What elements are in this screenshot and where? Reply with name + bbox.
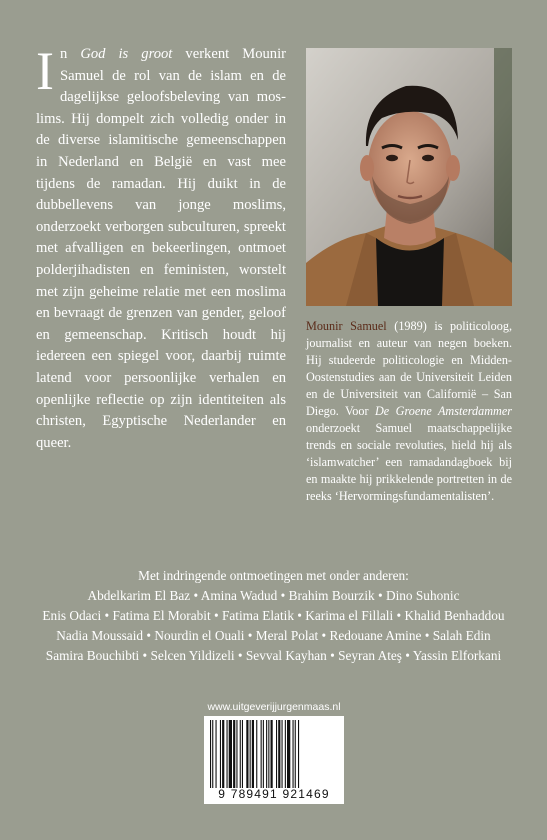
blurb-text: verkent Mounir Samuel de rol van de islam en de dagelijkse geloofsbeleving van moslims. Hij dompelt zich volledig onder in de diverse islamitische gemeenschappen in Nederland en België en vast mee tijdens de ramadan. Hij duikt in de dubbellevens van jonge moslims, onderzoekt verborgen subculturen, spreekt met afvalligen en bekeerlingen, ontmoet polderjihadisten en feministen, worstelt met zijn geheime relatie met een moslima en bevraagt de grenzen van gender, geloof en gemeenschap. Kritisch houdt hij iedereen een spiegel voor, daarbij ruimte latend voor persoonlijke verhalen en openlijke reflectie op zijn identiteiten als christen, Egyptische Nederlander en queer. [36, 46, 287, 451]
barcode-bar [261, 720, 262, 788]
bio-text-1: (1989) is politicoloog, journalist en auteur van negen boeken. Hij studeerde politicologie en Midden-Oostenstudies aan de Universiteit Leiden en de Universiteit van Californië – San Diego. Voor [306, 319, 512, 418]
barcode-bar [276, 720, 277, 788]
barcode-bar [242, 720, 243, 788]
barcode-bar [227, 720, 228, 788]
book-title: God is groot [80, 46, 173, 62]
barcode-bar [236, 720, 237, 788]
author-bio [306, 318, 512, 505]
barcode-bar [293, 720, 294, 788]
barcode-bar [287, 720, 290, 788]
interviewees-heading: Met indringende ontmoetingen met onder anderen: [138, 568, 409, 583]
barcode-bar [212, 720, 213, 788]
barcode-bar [250, 720, 251, 788]
isbn-number: 9 789491 921469 [218, 787, 330, 801]
barcode-bar [233, 720, 235, 788]
publisher-url: www.uitgeverijjurgenmaas.nl [207, 701, 341, 713]
blurb-intro: n [59, 46, 81, 62]
interviewees-line: Samira Bouchibti • Selcen Yildizeli • Sevval Kayhan • Seyran Ateş • Yassin Elforkani [45, 648, 502, 663]
barcode-bar [266, 720, 267, 788]
author-name: Mounir Samuel [306, 319, 387, 333]
barcode-bar [268, 720, 269, 788]
barcode-bar [252, 720, 254, 788]
barcode-bar [229, 720, 232, 788]
barcode-bar [298, 720, 299, 788]
barcode-bar [271, 720, 273, 788]
barcode-bar [240, 720, 241, 788]
isbn-barcode [204, 716, 344, 804]
barcode-bar [210, 720, 211, 788]
interviewees-section [0, 566, 547, 666]
bio-text-2: onderzoekt Samuel maatschappelijke trends en sociale revoluties, hield hij als ‘islamwatcher’ een ramadandagboek bij en maakte hij prikkelende portretten in de reeks ‘Hervormingsfundamentalisten’. [306, 421, 512, 503]
barcode-bars [204, 720, 344, 790]
barcode-bar [263, 720, 264, 788]
barcode-bar [285, 720, 286, 788]
drop-cap: I [36, 41, 54, 101]
back-cover-blurb [36, 41, 287, 454]
barcode-bar [220, 720, 221, 788]
barcode-bar [278, 720, 280, 788]
barcode-bar [282, 720, 283, 788]
magazine-title: De Groene Amsterdammer [374, 404, 512, 418]
author-photo [306, 48, 512, 306]
interviewees-line: Nadia Moussaid • Nourdin el Ouali • Meral Polat • Redouane Amine • Salah Edin [56, 628, 491, 643]
interviewees-line: Enis Odaci • Fatima El Morabit • Fatima Elatik • Karima el Fillali • Khalid Benhaddou [42, 608, 505, 623]
barcode-bar [256, 720, 257, 788]
barcode-bar [295, 720, 296, 788]
barcode-bar [246, 720, 248, 788]
interviewees-line: Abdelkarim El Baz • Amina Wadud • Brahim Bourzik • Dino Suhonic [87, 588, 460, 603]
barcode-bar [216, 720, 217, 788]
barcode-bar [222, 720, 224, 788]
